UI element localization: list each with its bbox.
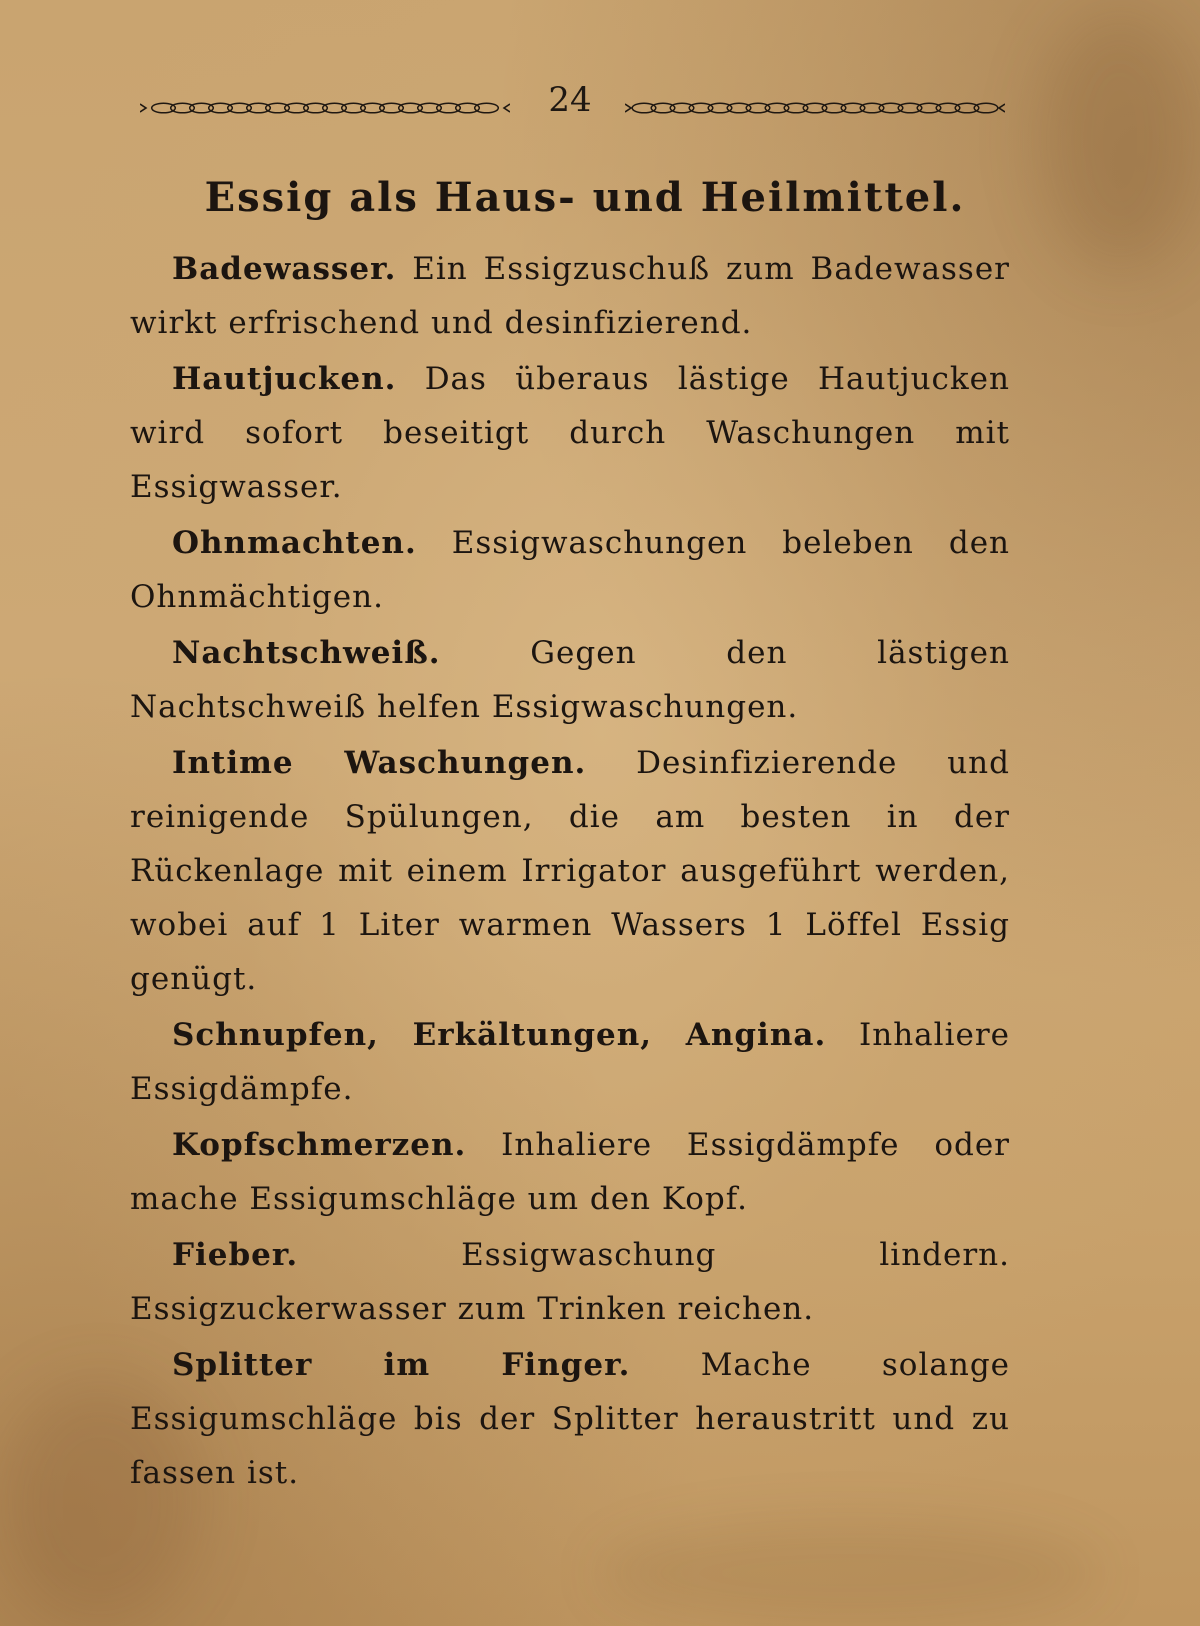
entry-text: Inhaliere Essigdämpfe. [130,1017,1010,1107]
entry-term: Kopfschmerzen. [172,1127,467,1163]
entry-splitter [130,1338,1010,1500]
entry-schnupfen [130,1008,1010,1116]
entry-text: Essigwaschungen beleben den Ohnmächtigen. [130,525,1011,615]
entry-nachtschweiss [130,626,1010,734]
entry-text: Essigwaschung lindern. Essigzuckerwasser zum Trinken reichen. [130,1237,1010,1327]
entry-badewasser [130,242,1010,350]
entry-text: Das überaus lästige Hautjucken wird sofort beseitigt durch Waschungen mit Essigwasser. [130,361,1010,505]
page-header [140,80,1010,120]
entry-term: Splitter im Finger. [172,1347,631,1383]
entry-text: Gegen den lästigen Nachtschweiß helfen Essigwaschungen. [130,635,1010,725]
entry-text: Mache solange Essigumschläge bis der Splitter heraustritt und zu fassen ist. [130,1347,1011,1491]
entry-text: Desinfizierende und reinigende Spülungen, die am besten in der Rückenlage mit einem Irrigator ausgeführt werden, wobei auf 1 Liter warmen Wassers 1 Löffel Essig genügt. [130,745,1010,997]
entry-term: Fieber. [172,1237,299,1273]
entry-ohnmachten [130,516,1010,624]
entry-kopfschmerzen [130,1118,1010,1226]
page-content [130,170,1010,1502]
entry-hautjucken [130,352,1010,514]
entry-text: Inhaliere Essigdämpfe oder mache Essigumschläge um den Kopf. [130,1127,1010,1217]
entry-term: Badewasser. [172,251,397,287]
entry-fieber [130,1228,1010,1336]
page-number: 24 [548,80,592,120]
entry-term: Intime Waschungen. [172,745,587,781]
entry-term: Nachtschweiß. [172,635,441,671]
entry-intime-waschungen [130,736,1010,1006]
entry-term: Schnupfen, Erkältungen, Angina. [172,1017,827,1053]
entry-term: Hautjucken. [172,361,397,397]
chain-ornament-right [625,102,1005,114]
entry-text: Ein Essigzuschuß zum Badewasser wirkt erfrischend und desinfizierend. [130,251,1010,341]
chain-ornament-left [140,102,510,114]
paper-stain [600,1520,1100,1626]
entry-term: Ohnmachten. [172,525,417,561]
page-title: Essig als Haus- und Heilmittel. [204,174,966,221]
paper-stain [1040,10,1200,270]
